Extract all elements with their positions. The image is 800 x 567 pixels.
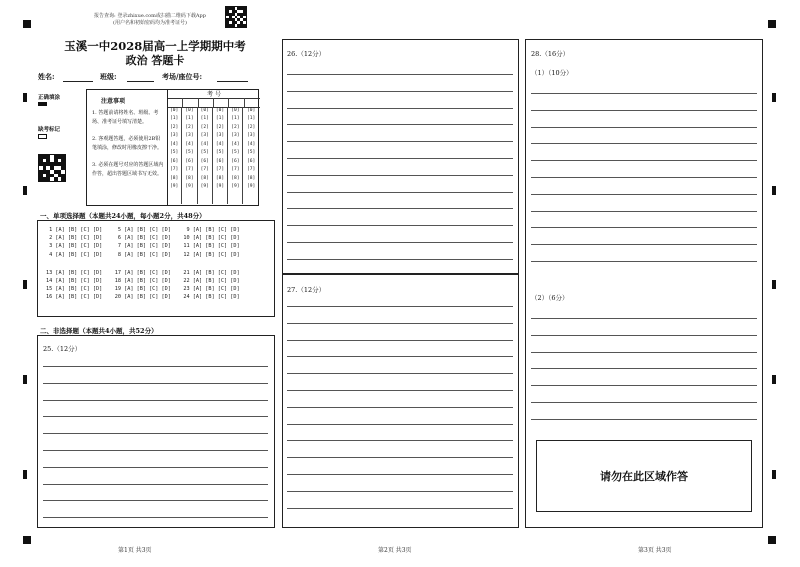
exam-digit-bubble[interactable]: [5] — [185, 150, 194, 156]
exam-digit-bubble[interactable]: [7] — [169, 167, 179, 173]
answer-line — [531, 244, 757, 245]
correct-fill-example — [38, 102, 47, 106]
answer-line — [287, 474, 513, 475]
alignment-mark — [23, 20, 31, 28]
exam-header-divider — [198, 98, 199, 107]
question-label-25: 25.（12分） — [43, 345, 82, 353]
mc-row[interactable]: 4 [A] [B] [C] [D] 8 [A] [B] [C] [D] 12 [A] [B] [C] [D] — [46, 251, 240, 258]
timing-mark — [772, 470, 776, 479]
answer-line — [287, 208, 513, 209]
no-answer-zone-label: 请勿在此区域作答 — [600, 470, 688, 483]
exam-digit-bubble[interactable]: [2] — [246, 124, 256, 130]
exam-digit-bubble[interactable]: [8] — [169, 175, 179, 181]
exam-digit-bubble[interactable]: [3] — [231, 133, 240, 139]
exam-number-header: 考 号 — [168, 90, 260, 99]
answer-line — [531, 127, 757, 128]
timing-mark — [772, 280, 776, 289]
timing-mark — [772, 186, 776, 195]
exam-digit-bubble[interactable]: [5] — [215, 150, 225, 156]
answer-line — [43, 467, 268, 468]
answer-line — [531, 335, 757, 336]
notice-item: 3. 必须在题号对应的答题区域内作答，超出答题区域书写无效。 — [92, 162, 164, 177]
exam-digit-bubble[interactable]: [6] — [169, 158, 179, 164]
answer-line — [531, 211, 757, 212]
absent-mark-box[interactable] — [38, 134, 47, 139]
barcode-qr — [38, 154, 66, 182]
section-2-title: 二、非选择题（本题共4小题，共52分） — [40, 327, 158, 335]
answer-line — [531, 110, 757, 111]
exam-digit-bubble[interactable]: [1] — [215, 116, 225, 122]
exam-digit-bubble[interactable]: [4] — [169, 141, 179, 147]
exam-digit-column[interactable] — [243, 107, 258, 204]
answer-line — [287, 457, 513, 458]
answer-line — [287, 356, 513, 357]
exam-digit-bubble[interactable]: [3] — [246, 133, 256, 139]
notice-item: 1. 答题前请将姓名、班级、考场、准考证号填写清楚。 — [92, 110, 159, 125]
exam-digit-bubble[interactable]: [7] — [246, 167, 256, 173]
answer-line — [287, 91, 513, 92]
answer-line — [531, 352, 757, 353]
mc-row[interactable]: 15 [A] [B] [C] [D] 19 [A] [B] [C] [D] 23 [A] [B] [C] [D] — [46, 286, 240, 293]
answer-line — [43, 433, 268, 434]
timing-mark — [23, 186, 27, 195]
exam-digit-bubble[interactable]: [8] — [231, 175, 240, 181]
answer-line — [43, 416, 268, 417]
exam-digit-bubble[interactable]: [6] — [231, 158, 240, 164]
answer-line — [43, 366, 268, 367]
answer-line — [287, 124, 513, 125]
exam-digit-bubble[interactable]: [9] — [215, 184, 225, 190]
exam-digit-bubble[interactable]: [4] — [231, 141, 240, 147]
exam-digit-bubble[interactable]: [5] — [200, 150, 209, 156]
mc-row[interactable]: 13 [A] [B] [C] [D] 17 [A] [B] [C] [D] 21 [A] [B] [C] [D] — [46, 269, 240, 276]
exam-digit-bubble[interactable]: [2] — [169, 124, 179, 130]
answer-line — [287, 175, 513, 176]
exam-digit-bubble[interactable]: [8] — [215, 175, 225, 181]
page-number-1: 第1页 共3页 — [118, 547, 152, 554]
answer-line — [531, 227, 757, 228]
answer-line — [287, 508, 513, 509]
exam-digit-bubble[interactable]: [1] — [246, 116, 256, 122]
answer-line — [531, 177, 757, 178]
exam-digit-bubble[interactable]: [1] — [231, 116, 240, 122]
exam-digit-bubble[interactable]: [2] — [185, 124, 194, 130]
answer-line — [531, 160, 757, 161]
exam-digit-bubble[interactable]: [6] — [200, 158, 209, 164]
room-label: 考场/座位号: — [162, 72, 203, 81]
notice-item: 2. 客观题答题，必须使用2B铅笔填涂，修改时用橡皮擦干净。 — [92, 136, 163, 151]
exam-header-divider — [244, 98, 245, 107]
notice-heading: 注意事项 — [101, 98, 126, 105]
exam-digit-bubble[interactable]: [1] — [200, 116, 209, 122]
no-answer-zone — [536, 440, 752, 512]
report-notice-line2: (用户名和初始密码均为准考证号) — [113, 20, 187, 26]
answer-line — [287, 373, 513, 374]
section-1-title: 一、单项选择题（本题共24小题，每小题2分，共48分） — [40, 212, 206, 220]
answer-line — [531, 261, 757, 262]
exam-digit-bubble[interactable]: [6] — [185, 158, 194, 164]
exam-number-columns — [167, 107, 259, 204]
page-title: 玉溪一中2028届高一上学期期中考 — [64, 39, 246, 53]
report-notice — [70, 13, 230, 27]
exam-digit-bubble[interactable]: [3] — [185, 133, 194, 139]
answer-line — [287, 306, 513, 307]
answer-line — [531, 368, 757, 369]
correct-fill-label: 正确填涂 — [38, 95, 61, 101]
exam-digit-bubble[interactable]: [9] — [185, 184, 194, 190]
exam-digit-bubble[interactable]: [4] — [185, 141, 194, 147]
answer-line — [287, 141, 513, 142]
exam-header-divider — [182, 98, 183, 107]
name-field[interactable] — [63, 81, 93, 82]
exam-digit-bubble[interactable]: [2] — [200, 124, 209, 130]
alignment-mark — [768, 20, 776, 28]
exam-digit-bubble[interactable]: [1] — [169, 116, 179, 122]
answer-line — [43, 500, 268, 501]
question-label-28-2: （2）（6分） — [531, 294, 569, 302]
exam-digit-bubble[interactable]: [9] — [231, 184, 240, 190]
question-label-28: 28.（16分） — [531, 50, 570, 58]
answer-line — [531, 385, 757, 386]
mc-row[interactable] — [46, 259, 240, 269]
answer-line — [43, 484, 268, 485]
exam-digit-bubble[interactable]: [0] — [246, 108, 256, 113]
exam-digit-bubble[interactable]: [8] — [200, 175, 209, 181]
page-subtitle: 政治 答题卡 — [125, 54, 185, 67]
timing-mark — [772, 93, 776, 102]
exam-digit-column[interactable] — [228, 107, 243, 204]
room-field[interactable] — [217, 81, 248, 82]
exam-digit-bubble[interactable]: [5] — [231, 150, 240, 156]
app-qr-code — [225, 6, 247, 28]
exam-digit-bubble[interactable]: [4] — [246, 141, 256, 147]
exam-digit-bubble[interactable]: [6] — [215, 158, 225, 164]
exam-header-divider — [213, 98, 214, 107]
exam-digit-bubble[interactable]: [0] — [200, 108, 209, 113]
answer-line — [43, 517, 268, 518]
exam-digit-column[interactable] — [182, 107, 197, 204]
timing-mark — [23, 280, 27, 289]
answer-line — [287, 225, 513, 226]
exam-digit-bubble[interactable]: [7] — [200, 167, 209, 173]
exam-digit-bubble[interactable]: [6] — [246, 158, 256, 164]
exam-digit-bubble[interactable]: [5] — [246, 150, 256, 156]
exam-digit-bubble[interactable]: [7] — [215, 167, 225, 173]
alignment-mark — [768, 536, 776, 544]
answer-box-q25[interactable] — [37, 335, 275, 528]
exam-digit-bubble[interactable]: [3] — [200, 133, 209, 139]
question-label-26: 26.（12分） — [287, 50, 326, 58]
answer-line — [287, 242, 513, 243]
answer-line — [531, 318, 757, 319]
answer-line — [531, 194, 757, 195]
answer-line — [287, 440, 513, 441]
answer-line — [287, 340, 513, 341]
exam-digit-bubble[interactable]: [8] — [185, 175, 194, 181]
mc-row[interactable]: 14 [A] [B] [C] [D] 18 [A] [B] [C] [D] 22 [A] [B] [C] [D] — [46, 277, 240, 284]
timing-mark — [23, 375, 27, 384]
exam-digit-bubble[interactable]: [3] — [215, 133, 225, 139]
answer-line — [531, 93, 757, 94]
exam-digit-bubble[interactable]: [4] — [215, 141, 225, 147]
answer-line — [287, 259, 513, 260]
exam-digit-bubble[interactable]: [7] — [185, 167, 194, 173]
answer-line — [531, 143, 757, 144]
mc-row[interactable]: 3 [A] [B] [C] [D] 7 [A] [B] [C] [D] 11 [A] [B] [C] [D] — [46, 243, 240, 250]
mc-row[interactable]: 2 [A] [B] [C] [D] 6 [A] [B] [C] [D] 10 [A] [B] [C] [D] — [46, 235, 240, 242]
answer-line — [287, 158, 513, 159]
answer-line — [287, 74, 513, 75]
answer-line — [287, 491, 513, 492]
absent-mark-label: 缺考标记 — [38, 127, 61, 133]
exam-digit-bubble[interactable]: [0] — [169, 108, 179, 113]
timing-mark — [23, 93, 27, 102]
page-number-3: 第3页 共3页 — [638, 547, 672, 554]
exam-digit-bubble[interactable]: [9] — [200, 184, 209, 190]
question-label-27: 27.（12分） — [287, 286, 326, 294]
exam-digit-bubble[interactable]: [9] — [246, 184, 256, 190]
class-label: 班级: — [100, 72, 117, 81]
mc-row[interactable]: 16 [A] [B] [C] [D] 20 [A] [B] [C] [D] 24 [A] [B] [C] [D] — [46, 294, 240, 301]
answer-line — [287, 108, 513, 109]
exam-header-divider — [228, 98, 229, 107]
answer-line — [287, 390, 513, 391]
exam-digit-column[interactable] — [213, 107, 228, 204]
answer-line — [287, 192, 513, 193]
mc-answer-grid[interactable] — [46, 226, 240, 302]
exam-digit-bubble[interactable]: [0] — [231, 108, 240, 113]
answer-line — [531, 402, 757, 403]
answer-line — [287, 407, 513, 408]
exam-digit-bubble[interactable]: [7] — [231, 167, 240, 173]
exam-digit-bubble[interactable]: [3] — [169, 133, 179, 139]
exam-digit-column[interactable] — [198, 107, 213, 204]
answer-line — [531, 419, 757, 420]
answer-line — [287, 424, 513, 425]
answer-line — [43, 450, 268, 451]
class-field[interactable] — [127, 81, 154, 82]
exam-digit-bubble[interactable]: [8] — [246, 175, 256, 181]
exam-digit-bubble[interactable]: [2] — [215, 124, 225, 130]
mc-row[interactable]: 1 [A] [B] [C] [D] 5 [A] [B] [C] [D] 9 [A] [B] [C] [D] — [46, 227, 240, 233]
report-notice-line1: 报告查询: 登录zhixue.com或扫描二维码下载App — [94, 13, 206, 19]
name-label: 姓名: — [38, 72, 55, 81]
exam-digit-bubble[interactable]: [9] — [169, 184, 179, 190]
exam-digit-column[interactable] — [167, 107, 182, 204]
exam-digit-bubble[interactable]: [4] — [200, 141, 209, 147]
exam-digit-bubble[interactable]: [2] — [231, 124, 240, 130]
exam-digit-bubble[interactable]: [0] — [185, 108, 194, 113]
answer-line — [43, 383, 268, 384]
question-label-28-1: （1）（10分） — [531, 69, 573, 77]
answer-line — [287, 323, 513, 324]
answer-line — [43, 400, 268, 401]
timing-mark — [772, 375, 776, 384]
alignment-mark — [23, 536, 31, 544]
page-number-2: 第2页 共3页 — [378, 547, 412, 554]
timing-mark — [23, 470, 27, 479]
exam-digit-bubble[interactable]: [0] — [215, 108, 225, 113]
exam-digit-bubble[interactable]: [5] — [169, 150, 179, 156]
exam-digit-bubble[interactable]: [1] — [185, 116, 194, 122]
